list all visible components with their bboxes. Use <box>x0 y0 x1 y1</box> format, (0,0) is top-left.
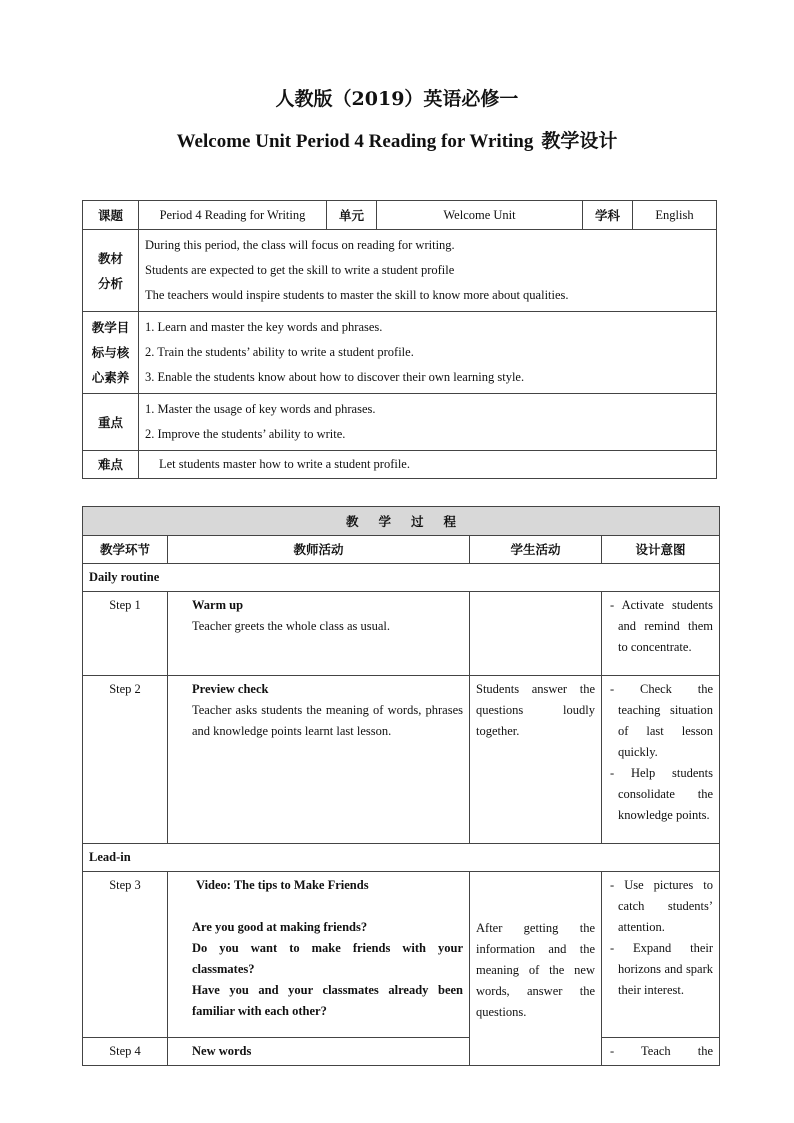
step4-teacher <box>168 1038 470 1066</box>
step2-intent-item: - Help students consolidate the knowledge points. <box>610 766 714 822</box>
key-point-line: 2. Improve the students’ ability to write. <box>145 427 346 441</box>
col-stage-header: 教学环节 <box>83 536 168 564</box>
step3-intent-item: - Use pictures to catch students’ attention. <box>610 878 714 934</box>
step1-title: Warm up <box>192 598 244 612</box>
col-student-header: 学生活动 <box>470 536 602 564</box>
difficult-points-content: Let students master how to write a student profile. <box>139 451 717 479</box>
title-suffix: 教学设计 <box>541 130 618 152</box>
step1-student <box>470 592 602 676</box>
step2-text: Teacher asks students the meaning of words, phrases and knowledge points learnt last lesson. <box>192 703 463 738</box>
analysis-label-2: 分析 <box>97 275 123 291</box>
subject-label: 学科 <box>583 201 633 230</box>
key-point-line: 1. Master the usage of key words and phrases. <box>145 402 376 416</box>
key-points-label: 重点 <box>83 394 139 451</box>
analysis-line: Students are expected to get the skill to write a student profile <box>145 263 455 277</box>
step1-teacher <box>168 592 470 676</box>
step3-title: Video: The tips to Make Friends <box>196 878 369 892</box>
step1-intent <box>602 592 720 676</box>
goals-content <box>139 312 717 394</box>
analysis-line: The teachers would inspire students to master the skill to know more about qualities. <box>145 288 569 302</box>
col-intent-header: 设计意图 <box>602 536 720 564</box>
goals-label <box>83 312 139 394</box>
goal-line: 1. Learn and master the key words and phrases. <box>145 320 383 334</box>
difficult-points-label: 难点 <box>83 451 139 479</box>
step3-teacher <box>168 872 470 1038</box>
goals-label-1: 教学目 <box>91 320 130 335</box>
step3-intent-item: - Expand their horizons and spark their interest. <box>610 941 714 997</box>
goal-line: 3. Enable the students know about how to discover their own learning style. <box>145 370 525 384</box>
step2-student: Students answer the questions loudly together. <box>470 676 602 844</box>
unit-value: Welcome Unit <box>377 201 583 230</box>
goal-line: 2. Train the students’ ability to write a student profile. <box>145 345 414 359</box>
step4-intent <box>602 1038 720 1066</box>
lesson-info-table <box>82 200 717 479</box>
step2-intent <box>602 676 720 844</box>
step3-question: Are you good at making friends? <box>192 920 368 934</box>
section-lead-in: Lead-in <box>83 844 720 872</box>
key-points-content <box>139 394 717 451</box>
goals-label-3: 心素养 <box>91 370 130 385</box>
topic-value: Period 4 Reading for Writing <box>139 201 327 230</box>
step3-label: Step 3 <box>83 872 168 1038</box>
topic-label: 课题 <box>83 201 139 230</box>
step2-title: Preview check <box>192 682 269 696</box>
step1-label: Step 1 <box>83 592 168 676</box>
goals-label-2: 标与核 <box>91 345 130 360</box>
document-title-cn: 人教版（2019）英语必修一 <box>275 88 519 110</box>
section-daily-routine: Daily routine <box>83 564 720 592</box>
analysis-content <box>139 230 717 312</box>
col-teacher-header: 教师活动 <box>168 536 470 564</box>
teaching-process-table <box>82 506 720 1066</box>
step3-question: Have you and your classmates already been familiar with each other? <box>192 983 463 1018</box>
title-en-text: Welcome Unit Period 4 Reading for Writing <box>176 131 534 152</box>
step2-label: Step 2 <box>83 676 168 844</box>
unit-label: 单元 <box>327 201 377 230</box>
step1-text: Teacher greets the whole class as usual. <box>192 619 391 633</box>
step4-intent-item: - Teach the <box>610 1044 714 1058</box>
step2-intent-item: - Check the teaching situation of last lesson quickly. <box>610 682 714 759</box>
analysis-line: During this period, the class will focus on reading for writing. <box>145 238 455 252</box>
document-title-en <box>0 126 794 153</box>
process-banner: 教学过程 <box>83 507 720 536</box>
step2-teacher <box>168 676 470 844</box>
analysis-label <box>83 230 139 312</box>
analysis-label-1: 教材 <box>97 250 123 266</box>
step4-label: Step 4 <box>83 1038 168 1066</box>
step3-question: Do you want to make friends with your classmates? <box>192 941 463 976</box>
step1-intent-item: - Activate students and remind them to concentrate. <box>610 598 714 654</box>
step4-title: New words <box>192 1044 252 1058</box>
subject-value: English <box>633 201 717 230</box>
step3-student: After getting the information and the meaning of the new words, answer the questions. <box>470 872 602 1066</box>
step3-intent <box>602 872 720 1038</box>
